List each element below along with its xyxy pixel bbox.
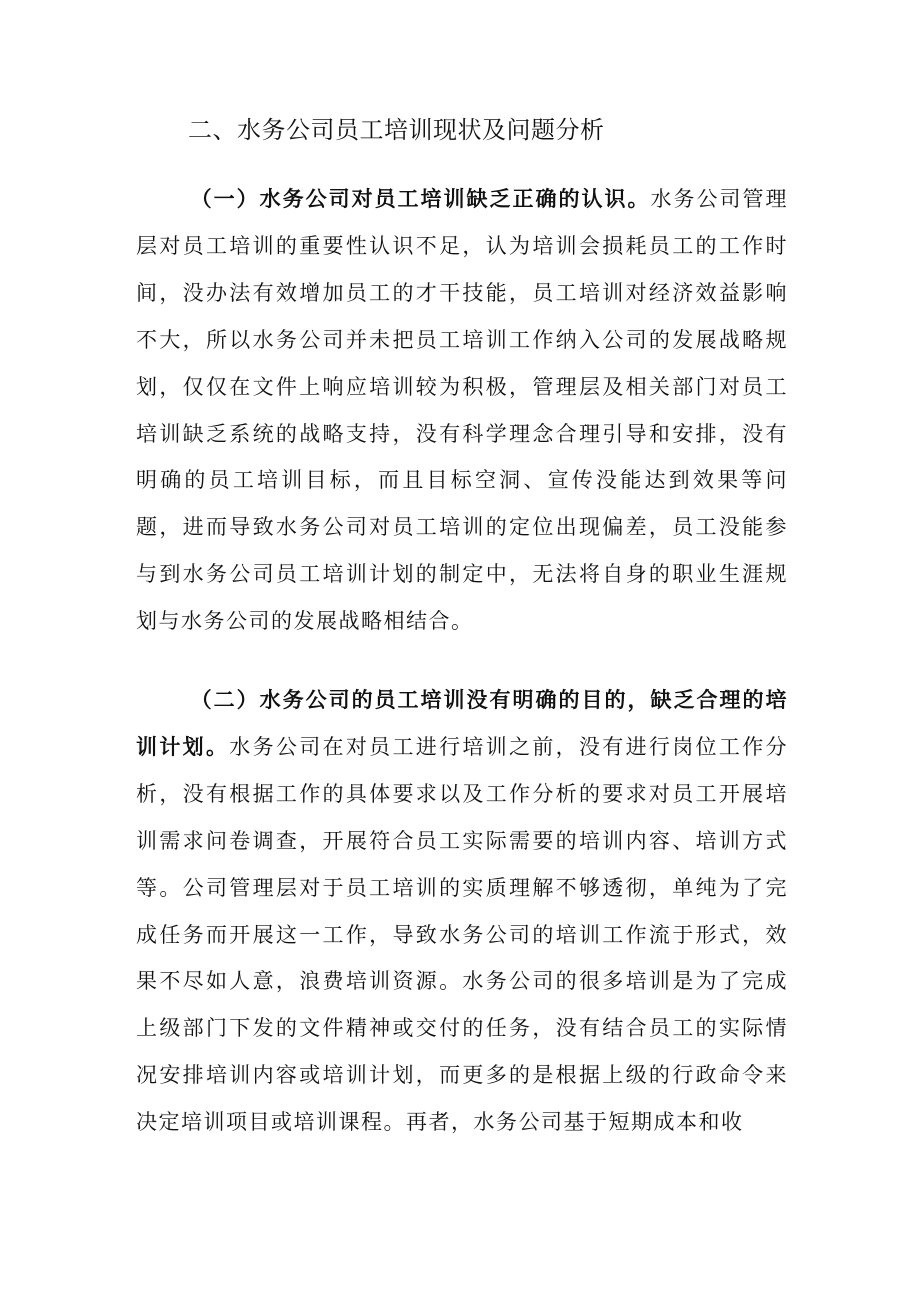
paragraph-2 [136,677,788,1146]
paragraph-1-lead: （一）水务公司对员工培训缺乏正确的认识。 [190,187,651,211]
paragraph-2-body: 水务公司在对员工进行培训之前，没有进行岗位工作分析，没有根据工作的具体要求以及工作分析的要求对员工开展培训需求问卷调查，开展符合员工实际需要的培训内容、培训方式等。公司管理层对于员工培训的实质理解不够透彻，单纯为了完成任务而开展这一工作，导致水务公司的培训工作流于形式，效果不尽如人意，浪费培训资源。水务公司的很多培训是为了完成上级部门下发的文件精神或交付的任务，没有结合员工的实际情况安排培训内容或培训计划，而更多的是根据上级的行政命令来决定培训项目或培训课程。再者，水务公司基于短期成本和收 [136,734,789,1135]
paragraph-1-body: 水务公司管理层对员工培训的重要性认识不足，认为培训会损耗员工的工作时间，没办法有效增加员工的才干技能，员工培训对经济效益影响不大，所以水务公司并未把员工培训工作纳入公司的发展战略规划，仅仅在文件上响应培训较为积极，管理层及相关部门对员工培训缺乏系统的战略支持，没有科学理念合理引导和安排，没有明确的员工培训目标，而且目标空洞、宣传没能达到效果等问题，进而导致水务公司对员工培训的定位出现偏差，员工没能参与到水务公司员工培训计划的制定中，无法将自身的职业生涯规划与水务公司的发展战略相结合。 [136,187,789,634]
paragraph-2-lead: （二）水务公司的员工培训没有明确的目的，缺乏合理的培训计划。 [136,688,788,759]
section-heading: 二、水务公司员工培训现状及问题分析 [188,116,605,144]
paragraph-1 [136,176,788,645]
